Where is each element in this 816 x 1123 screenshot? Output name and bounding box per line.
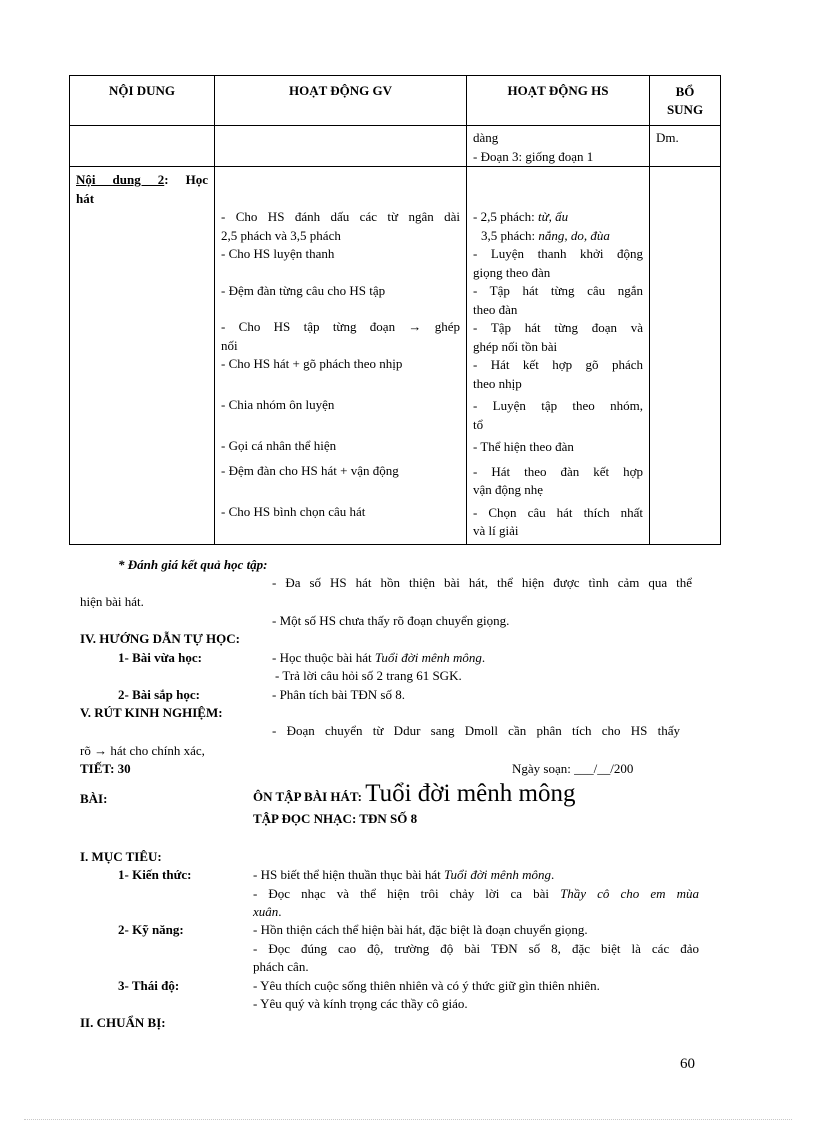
- self-study-current-label: 1- Bài vừa học:: [118, 650, 202, 665]
- header-hoat-dong-gv: HOẠT ĐỘNG GV: [215, 76, 467, 126]
- gv-item: - Cho HS tập từng đoạn → ghép: [221, 319, 460, 334]
- gv-item: 2,5 phách và 3,5 phách: [221, 227, 341, 243]
- gv-item: - Cho HS hát + gõ phách theo nhịp: [221, 356, 403, 371]
- ky-nang-line-2: - Đọc đúng cao độ, trường độ bài TĐN số 8, đặc biệt là các đảo: [253, 941, 699, 956]
- assessment-line-1: - Đa số HS hát hồn thiện bài hát, thể hiện được tình cảm qua thể: [272, 575, 692, 590]
- gv-item: - Cho HS luyện thanh: [221, 246, 335, 261]
- table-row-continuation: [70, 126, 721, 167]
- lesson-title: ÔN TẬP BÀI HÁT: Tuổi đời mênh mông: [253, 780, 576, 807]
- experience-line-1: - Đoạn chuyển từ Ddur sang Dmoll cần phân tích cho HS thấy: [272, 723, 680, 738]
- self-study-current-text: - Học thuộc bài hát Tuổi đời mênh mông.: [272, 650, 486, 665]
- self-study-next-label: 2- Bài sắp học:: [118, 687, 200, 702]
- assessment-title: * Đánh giá kết quả học tập:: [118, 557, 268, 572]
- kien-thuc-label: 1- Kiến thức:: [118, 867, 192, 882]
- thai-do-label: 3- Thái độ:: [118, 978, 180, 993]
- section-i-title: I. MỤC TIÊU:: [80, 849, 162, 864]
- table-header-row: [70, 76, 721, 126]
- gv-item: - Gọi cá nhân thể hiện: [221, 438, 337, 453]
- cell-bo-sung-empty: [650, 167, 721, 545]
- self-study-current-text-2: - Trả lời câu hỏi số 2 trang 61 SGK.: [275, 668, 462, 683]
- kien-thuc-line-2: - Đọc nhạc và thể hiện trôi chảy lời ca bài Thầy cô cho em mùa: [253, 886, 699, 901]
- cell-hoat-dong-gv: [215, 167, 467, 545]
- table-row-noi-dung-2: [70, 167, 721, 545]
- gv-item: - Đệm đàn cho HS hát + vận động: [221, 462, 399, 478]
- tiet-label: TIẾT: 30: [80, 761, 131, 776]
- cell-bo-sung: Dm.: [650, 126, 721, 167]
- gv-item: - Chia nhóm ôn luyện: [221, 396, 335, 412]
- ngay-soan: Ngày soạn: ___/__/200: [512, 761, 634, 776]
- gv-item: - Cho HS bình chọn câu hát: [221, 504, 366, 519]
- ky-nang-line-3: phách cân.: [253, 959, 309, 974]
- header-bo-sung: BỔ SUNG: [650, 76, 721, 126]
- cell-hs-continuation: dàng - Đoạn 3: giống đoạn 1: [467, 126, 650, 167]
- gv-item: nối: [221, 337, 238, 353]
- thai-do-line-2: - Yêu quý và kính trọng các thầy cô giáo.: [253, 996, 468, 1011]
- kien-thuc-line-3: xuân.: [253, 904, 282, 919]
- cell-hoat-dong-hs: - 2,5 phách: từ, ẩu 3,5 phách: nắng, do, đùa - Luyện thanh khởi động giọng theo đàn - Tập hát từng câu ngắn theo đàn - Tập hát từng đoạn và ghép nối tồn bài - Hát kết hợp gõ phách theo nhịp - Luyện tập theo nhóm, tổ - Thể hiện theo đàn - Hát theo đàn kết hợp vận động nhẹ - Chọn câu hát thích nhất và lí giải: [467, 167, 650, 545]
- assessment-line-3: - Một số HS chưa thấy rõ đoạn chuyển giọng.: [272, 613, 510, 628]
- thai-do-line-1: - Yêu thích cuộc sống thiên nhiên và có ý thức giữ gìn thiên nhiên.: [253, 978, 600, 993]
- gv-item: - Đệm đàn từng câu cho HS tập: [221, 282, 386, 298]
- gv-item: - Cho HS đánh dấu các từ ngân dài: [221, 209, 460, 224]
- bai-label: BÀI:: [80, 791, 108, 806]
- cell-noi-dung-empty: [70, 126, 215, 167]
- self-study-next-text: - Phân tích bài TĐN số 8.: [272, 687, 405, 702]
- cell-noi-dung-2: Nội dung 2: Học hát: [70, 167, 215, 545]
- section-v-title: V. RÚT KINH NGHIỆM:: [80, 705, 223, 720]
- kien-thuc-line-1: - HS biết thể hiện thuần thục bài hát Tuổi đời mênh mông.: [253, 867, 555, 882]
- noi-dung-2-label: Nội dung 2: [76, 172, 165, 187]
- section-ii-title: II. CHUẨN BỊ:: [80, 1015, 166, 1030]
- section-iv-title: IV. HƯỚNG DẪN TỰ HỌC:: [80, 631, 240, 646]
- header-noi-dung: NỘI DUNG: [70, 76, 215, 126]
- tdn-line: TẬP ĐỌC NHẠC: TĐN SỐ 8: [253, 811, 418, 826]
- cell-gv-empty: [215, 126, 467, 167]
- experience-line-2: rõ → hát cho chính xác,: [80, 743, 205, 758]
- page-bottom-divider: [24, 1119, 792, 1120]
- header-hoat-dong-hs: HOẠT ĐỘNG HS: [467, 76, 650, 126]
- assessment-line-2: hiện bài hát.: [80, 594, 144, 609]
- ky-nang-line-1: - Hồn thiện cách thể hiện bài hát, đặc biệt là đoạn chuyển giọng.: [253, 922, 588, 937]
- page-number: 60: [680, 1056, 695, 1072]
- ky-nang-label: 2- Kỹ năng:: [118, 922, 184, 937]
- lesson-activity-table: [69, 75, 721, 545]
